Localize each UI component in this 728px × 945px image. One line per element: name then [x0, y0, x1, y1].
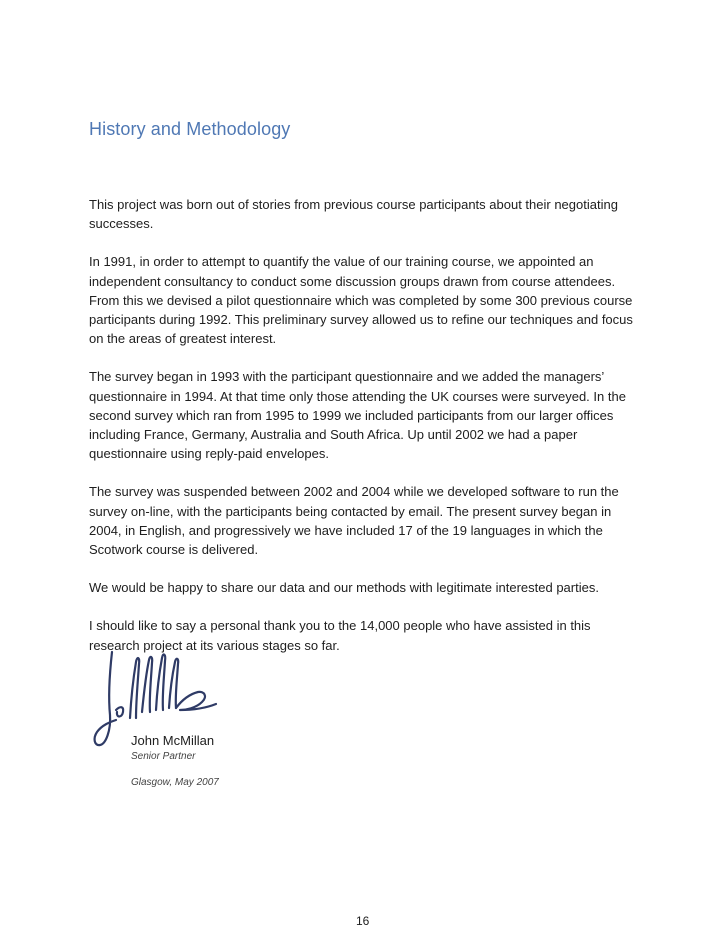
paragraph-4: The survey was suspended between 2002 and 2004 while we developed software to run the survey on-line, with the participants being contacted by email. The present survey began in 2004, in English, and progressively we have included 17 of the 19 languages in which the Scotwork course is delivered.: [89, 484, 619, 558]
page-title: History and Methodology: [89, 119, 291, 139]
page-number: 16: [356, 914, 370, 928]
paragraph-6: I should like to say a personal thank you to the 14,000 people who have assisted in this research project at its various stages so far.: [89, 618, 591, 653]
paragraph-2: In 1991, in order to attempt to quantify the value of our training course, we appointed an independent consultancy to conduct some discussion groups drawn from course attendees. From this we devised a pilot questionnaire which was completed by some 300 previous course participants during 1992. This preliminary survey allowed us to refine our techniques and focus on the areas of greatest interest.: [89, 254, 633, 347]
body-text: [89, 195, 634, 674]
signature-place-date: Glasgow, May 2007: [131, 777, 219, 788]
paragraph-1: This project was born out of stories from previous course participants about their negotiating successes.: [89, 197, 618, 232]
signature-block: [131, 732, 219, 790]
signer-name: John McMillan: [131, 733, 215, 748]
signer-role: Senior Partner: [131, 751, 196, 762]
paragraph-3: The survey began in 1993 with the participant questionnaire and we added the managers’ questionnaire in 1994. At that time only those attending the UK courses were surveyed. In the second survey which ran from 1995 to 1999 we included participants from our larger offices including France, Germany, Australia and South Africa. Up until 2002 we had a paper questionnaire using reply-paid envelopes.: [89, 369, 626, 462]
paragraph-5: We would be happy to share our data and our methods with legitimate interested parties.: [89, 580, 599, 596]
